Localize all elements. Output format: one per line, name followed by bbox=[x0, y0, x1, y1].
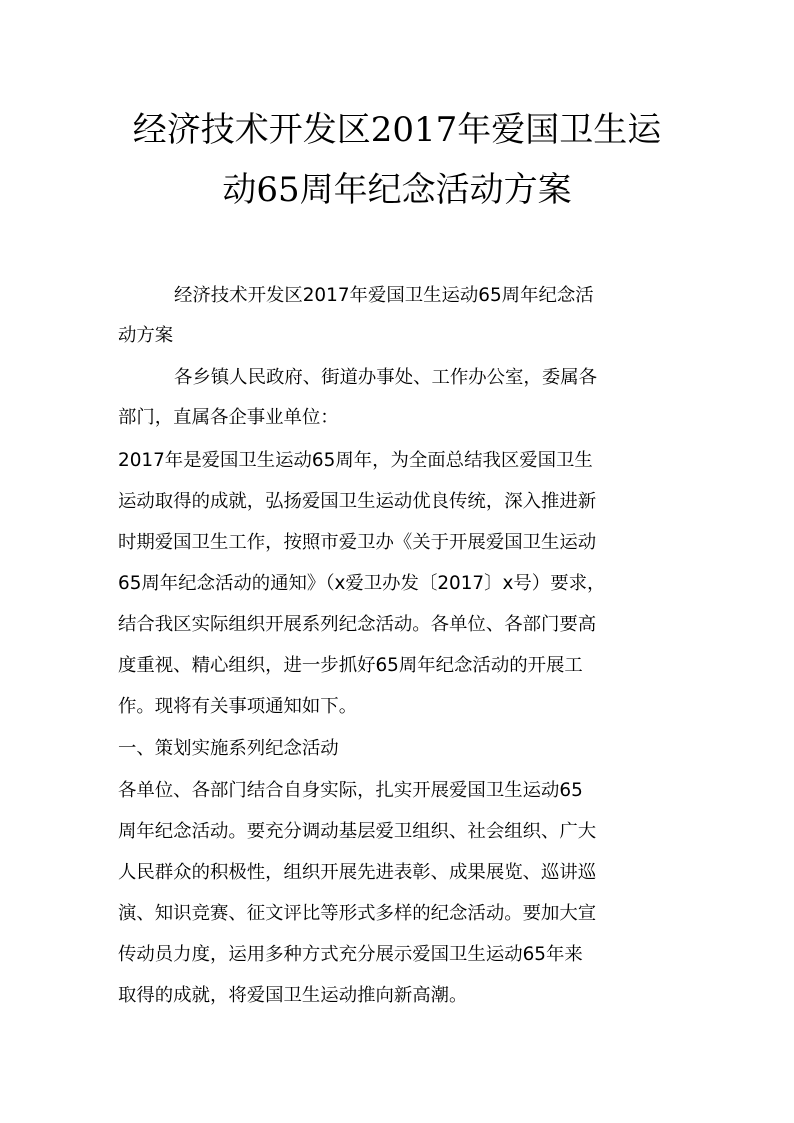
body-paragraph-line: 时期爱国卫生工作，按照市爱卫办《关于开展爱国卫生运动 bbox=[118, 532, 597, 553]
body-paragraph-line: 运动取得的成就，弘扬爱国卫生运动优良传统，深入推进新 bbox=[118, 491, 597, 512]
salutation-line: 部门，直属各企事业单位： bbox=[118, 407, 339, 428]
section-heading: 一、策划实施系列纪念活动 bbox=[118, 738, 339, 759]
section-paragraph-line: 周年纪念活动。要充分调动基层爱卫组织、社会组织、广大 bbox=[118, 821, 597, 842]
heading-paragraph-line: 动方案 bbox=[118, 325, 174, 346]
body-paragraph-line: 2017年是爱国卫生运动65周年，为全面总结我区爱国卫生 bbox=[118, 450, 593, 471]
body-paragraph-line: 度重视、精心组织，进一步抓好65周年纪念活动的开展工 bbox=[118, 655, 583, 676]
section-paragraph-line: 人民群众的积极性，组织开展先进表彰、成果展览、巡讲巡 bbox=[118, 862, 597, 883]
section-paragraph-line: 演、知识竞赛、征文评比等形式多样的纪念活动。要加大宣 bbox=[118, 903, 597, 924]
heading-paragraph-line: 经济技术开发区2017年爱国卫生运动65周年纪念活 bbox=[174, 285, 594, 306]
body-paragraph-line: 65周年纪念活动的通知》（x爱卫办发〔2017〕x号）要求， bbox=[118, 573, 606, 594]
section-paragraph-line: 取得的成就，将爱国卫生运动推向新高潮。 bbox=[118, 985, 468, 1006]
document-title-line-2: 动65周年纪念活动方案 bbox=[222, 170, 572, 210]
section-paragraph-line: 各单位、各部门结合自身实际，扎实开展爱国卫生运动65 bbox=[118, 780, 583, 801]
salutation-line: 各乡镇人民政府、街道办事处、工作办公室，委属各 bbox=[174, 367, 597, 388]
body-paragraph-line: 作。现将有关事项通知如下。 bbox=[118, 696, 358, 717]
body-paragraph-line: 结合我区实际组织开展系列纪念活动。各单位、各部门要高 bbox=[118, 614, 597, 635]
section-paragraph-line: 传动员力度，运用多种方式充分展示爱国卫生运动65年来 bbox=[118, 944, 583, 965]
document-title-line-1: 经济技术开发区2017年爱国卫生运 bbox=[132, 110, 662, 150]
